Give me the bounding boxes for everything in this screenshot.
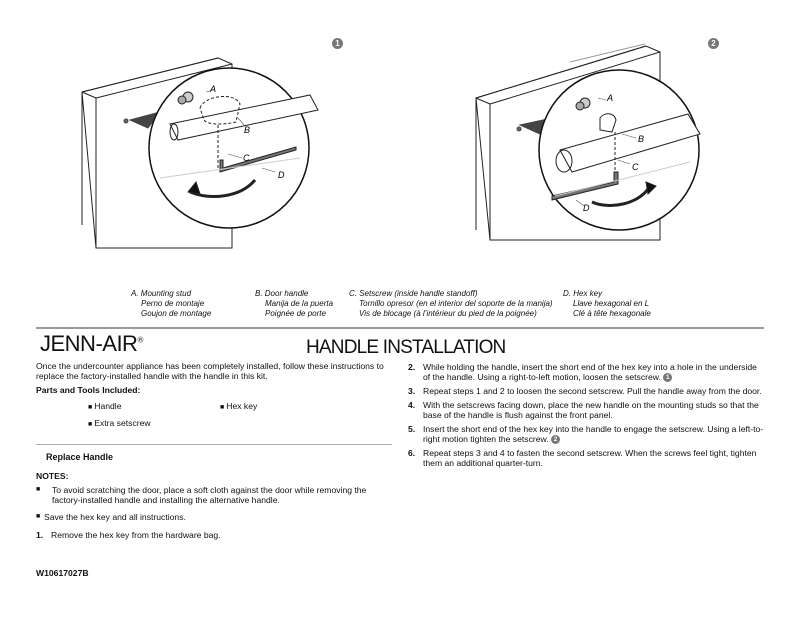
tool-item: ■ Hex key [220, 401, 360, 413]
figure-1-badge: 1 [332, 38, 343, 49]
legend-c [349, 289, 553, 319]
figure-2-badge: 2 [708, 38, 719, 49]
bullet-icon: ■ [36, 513, 41, 520]
legend-c-fr: Vis de blocage (à l’intérieur du pied de la poignée) [359, 309, 537, 318]
legend-b-es: Manija de la puerta [265, 299, 334, 308]
legend-b-label: B. Door handle [255, 289, 309, 298]
step-text: Insert the short end of the hex key into the handle to engage the setscrew. Using a left-to-right motion tighten the setscrew. [423, 424, 764, 445]
note-item [36, 485, 392, 505]
step-item [408, 424, 764, 444]
legend-c-label: C. Setscrew (inside handle standoff) [349, 289, 478, 298]
step-number: 3. [408, 386, 416, 397]
section-title: Replace Handle [36, 444, 392, 462]
brand-logo [40, 331, 143, 357]
header-divider [36, 327, 764, 329]
step-item [408, 448, 764, 468]
callout-c-fig2: C [632, 162, 639, 172]
legend-c-es: Tornillo opresor (en el interior del soporte de la manija) [359, 299, 553, 308]
right-column [408, 362, 764, 472]
step-number: 2. [408, 362, 416, 372]
tools-list [88, 401, 392, 430]
step-text: With the setscrews facing down, place the new handle on the mounting studs so that the base of the handle is flush against the front panel. [423, 400, 759, 421]
callout-b-fig1: B [244, 125, 251, 135]
legend-d-es: Llave hexagonal en L [573, 299, 650, 308]
legend-b-fr: Poignée de porte [265, 309, 326, 318]
figure-1-loosen-setscrew [82, 58, 318, 248]
legend-b [255, 289, 333, 319]
notes-header: NOTES: [36, 471, 69, 481]
step-text-wrap [423, 362, 764, 382]
step-number: 5. [408, 424, 416, 435]
callout-a-fig2: A [607, 93, 614, 103]
step-item [36, 530, 392, 540]
tool-item: ■ Handle [88, 401, 220, 413]
callout-b-fig2: B [638, 134, 645, 144]
left-column [36, 361, 392, 544]
note-item [36, 512, 392, 522]
step-number: 1. [36, 530, 44, 540]
figure-ref-icon: 2 [551, 435, 560, 444]
step-text: Repeat steps 3 and 4 to fasten the second setscrew. When the screws feel tight, tighten them an additional quarter-turn. [423, 448, 757, 469]
step-text: While holding the handle, insert the short end of the hex key into a hole in the underside of the handle. Using a right-to-left motion, loosen the setscrew. [423, 362, 757, 382]
brand-trademark: ® [137, 335, 143, 345]
tools-header: Parts and Tools Included: [36, 385, 141, 395]
legend-a [131, 289, 211, 319]
step-text: Repeat steps 1 and 2 to loosen the second setscrew. Pull the handle away from the door. [423, 386, 762, 397]
legend-d-label: D. Hex key [563, 289, 603, 298]
intro-paragraph: Once the undercounter appliance has been completely installed, follow these instructions to replace the factory-installed handle with the handle in this kit. [36, 361, 384, 381]
tool-item: ■ Extra setscrew [88, 418, 220, 430]
step-text-wrap [423, 424, 764, 444]
step-item [408, 362, 764, 382]
bullet-icon: ■ [36, 486, 41, 493]
legend-d-fr: Clé à tête hexagonale [573, 309, 651, 318]
step-item [408, 400, 764, 420]
step-text: Remove the hex key from the hardware bag. [51, 530, 221, 540]
callout-c-fig1: C [243, 153, 250, 163]
callout-d-fig1: D [278, 170, 285, 180]
legend-d [563, 289, 651, 319]
brand-name: JENN-AIR [40, 331, 138, 356]
step-number: 4. [408, 400, 416, 411]
callout-d-fig2: D [583, 203, 590, 213]
note-text: To avoid scratching the door, place a soft cloth against the door while removing the factory-installed handle and installing the alternative handle. [52, 485, 367, 505]
legend-a-es: Perno de montaje [141, 299, 205, 308]
step-number: 6. [408, 448, 416, 459]
step-item [408, 386, 764, 396]
callout-a-fig1: A [210, 84, 217, 94]
part-number: W10617027B [36, 568, 89, 578]
note-text: Save the hex key and all instructions. [44, 512, 186, 522]
figure-ref-icon: 1 [663, 373, 672, 382]
legend-a-fr: Goujon de montage [141, 309, 212, 318]
legend-a-label: A. Mounting stud [131, 289, 192, 298]
installation-figures [0, 0, 802, 285]
page-title: HANDLE INSTALLATION [306, 337, 506, 358]
